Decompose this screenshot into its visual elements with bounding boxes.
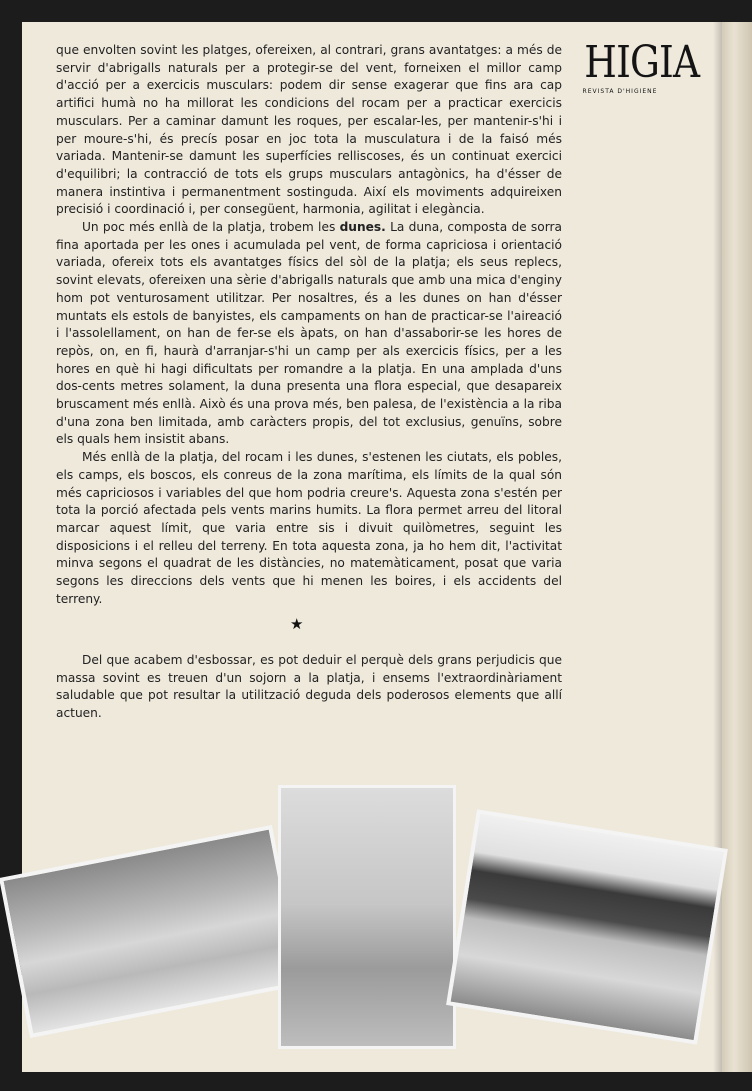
logo-title: HIGIA xyxy=(584,37,700,88)
closing-paragraph: Del que acabem d'esbossar, es pot deduir el perquè dels grans perjudicis que massa sovint es treuen d'un sojorn a la platja, i ensems l'extraordinàriament saludable que pot resultar la utilització deguda dels poderosos elements que allí actuen. xyxy=(56,653,562,721)
logo-subtitle: REVISTA D'HIGIENE xyxy=(582,88,658,95)
facing-page-edge xyxy=(722,22,752,1072)
higia-logo xyxy=(578,37,700,120)
human-pyramid-photo xyxy=(278,785,456,1049)
paragraph-rocks: que envolten sovint les platges, ofereixen, al contrari, grans avantatges: a més de servir d'abrigalls naturals per a protegir-se del vent, forneixen el millor camp d'acció per a exercicis musculars: podem dir sense exagerar que fins ara cap artifici humà no ha millorat les condicions del rocam per a practicar exercicis musculars. Per a caminar damunt les roques, per escalar-les, per mantenir-s'hi i per moure-s'hi, és precís posar en joc tota la musculatura i de la faisó més variada. Mantenir-se damunt les superfícies relliscoses, és un continuat exercici d'equilibri; la contracció de tots els grups musculars antagònics, ha d'ésser de manera instintiva i permanentment sostinguda. Així els moviments adquireixen precisió i coordinació i, per consegüent, harmonia, agilitat i elegància. xyxy=(56,43,562,217)
star-separator: ★ xyxy=(290,615,304,633)
dunes-keyword: dunes. xyxy=(339,220,386,235)
article-body xyxy=(56,42,562,609)
paragraph-dunes xyxy=(56,219,562,449)
dunes-text: La duna, composta de sorra fina aportada per les ones i acumulada pel vent, de forma capriciosa i orientació variada, ofereix tots els avantatges físics del sòl de la platja; els seus replecs, sovint elevats, ofereixen una sèrie d'abrigalls naturals que amb una mica d'enginy hom pot venturosament utilitzar. Per nosaltres, és a les dunes on han d'ésser muntats els estols de banyistes, els campaments on han de practicar-se l'aireació i l'assolellament, on han de fer-se els àpats, on han d'assaborir-se les hores de repòs, on, en fi, haurà d'arranjar-s'hi un camp per als exercicis físics, per a les hores en què hi hagi dificultats per romandre a la platja. En una amplada d'uns dos-cents metres solament, la duna presenta una flora especial, que desapareix bruscament més enllà. Això és una prova més, ben palesa, de l'existència a la riba d'una zona ben limitada, amb caràcters propis, del tot exclusius, genuïns, sobre els quals hem insistit abans. xyxy=(56,220,563,447)
paragraph-coastal-zone: Més enllà de la platja, del rocam i les dunes, s'estenen les ciutats, els pobles, els camps, els boscos, els conreus de la zona marítima, els límits de la qual són més capriciosos i variables del que hom podria creure's. Aquesta zona s'estén per tota la porció afectada pels vents marins humits. La flora permet arreu del litoral marcar aquest límit, que varia entre sis i divuit quilòmetres, seguint les disposicions i el relleu del terreny. En tota aquesta zona, ja ho hem dit, l'activitat minva segons el quadrat de les distàncies, no matemàticament, posat que varia segons les direccions dels vents que hi menen les boires, i els accidents del terreny. xyxy=(56,450,562,606)
coastline-photo xyxy=(446,809,728,1044)
dunes-intro: Un poc més enllà de la platja, trobem les xyxy=(82,220,336,235)
